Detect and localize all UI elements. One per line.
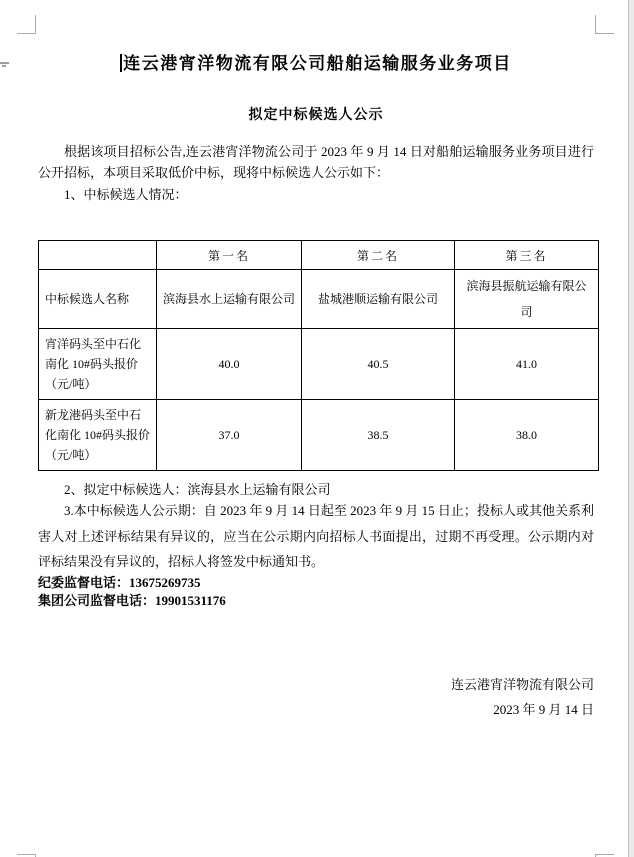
ruler-indent-marker-bar xyxy=(0,62,9,64)
table-header-rank1: 第一名 xyxy=(157,241,302,270)
discipline-phone-line: 纪委监督电话：13675269735 xyxy=(38,575,201,590)
ruler-indent-marker-icon xyxy=(0,62,9,67)
table-header-empty-cell xyxy=(39,241,157,270)
price-xinlonggang-rank1: 37.0 xyxy=(157,400,302,471)
item2-text: 2、拟定中标候选人：滨海县水上运输有限公司 xyxy=(64,482,331,497)
crop-mark-top-right-icon xyxy=(595,15,614,34)
table-row-price-xinlonggang xyxy=(39,400,599,471)
signature-company: 连云港宵洋物流有限公司 xyxy=(450,677,594,692)
candidate-name-rank1: 滨海县水上运输有限公司 xyxy=(157,270,302,329)
signature-block xyxy=(38,672,594,722)
candidate-name-rank3: 滨海县振航运输有限公司 xyxy=(455,270,599,329)
crop-mark-top-left-icon xyxy=(17,15,36,34)
row-label-price-xinlonggang: 新龙港码头至中石化南化 10#码头报价（元/吨） xyxy=(39,400,157,471)
price-xinlonggang-rank2: 38.5 xyxy=(302,400,455,471)
intro-paragraph: 根据该项目招标公告,连云港宵洋物流公司于 2023 年 9 月 14 日对船舶运输服务业务项目进行公开招标，本项目采取低价中标，现将中标候选人公示如下： xyxy=(38,144,594,180)
supervision-phones xyxy=(38,574,226,609)
text-cursor xyxy=(120,54,122,72)
candidate-name-rank2: 盐城港顺运输有限公司 xyxy=(302,270,455,329)
bid-candidates-table xyxy=(38,240,599,471)
table-header-rank3: 第三名 xyxy=(455,241,599,270)
item3-text: 3.本中标候选人公示期：自 2023 年 9 月 14 日起至 2023 年 9 月 15 日止；投标人或其他关系利害人对上述评标结果有异议的，应当在公示期内向招标人书面提出，过期不再受理。公示期内对评标结果没有异议的，招标人将签发中标通知书。 xyxy=(38,503,594,569)
table-row-candidate-names xyxy=(39,270,599,329)
row-label-price-xiaoyang: 宵洋码头至中石化南化 10#码头报价（元/吨） xyxy=(39,329,157,400)
group-phone-line: 集团公司监督电话：19901531176 xyxy=(38,592,226,608)
row-label-candidate-names: 中标候选人名称 xyxy=(39,270,157,329)
table-row-price-xiaoyang xyxy=(39,329,599,400)
signature-date: 2023 年 9 月 14 日 xyxy=(493,702,594,717)
page-edge-strip xyxy=(628,0,634,857)
table-header-row xyxy=(39,241,599,270)
document-text-area[interactable] xyxy=(38,0,594,857)
table-header-rank2: 第二名 xyxy=(302,241,455,270)
ruler-indent-marker-stem xyxy=(2,65,6,67)
document-title-text: 连云港宵洋物流有限公司船舶运输服务业务项目 xyxy=(123,54,512,73)
price-xiaoyang-rank3: 41.0 xyxy=(455,329,599,400)
item1-heading: 1、中标候选人情况： xyxy=(64,187,188,202)
price-xiaoyang-rank2: 40.5 xyxy=(302,329,455,400)
price-xinlonggang-rank3: 38.0 xyxy=(455,400,599,471)
document-title xyxy=(38,49,594,74)
document-subtitle: 拟定中标候选人公示 xyxy=(248,108,384,123)
price-xiaoyang-rank1: 40.0 xyxy=(157,329,302,400)
